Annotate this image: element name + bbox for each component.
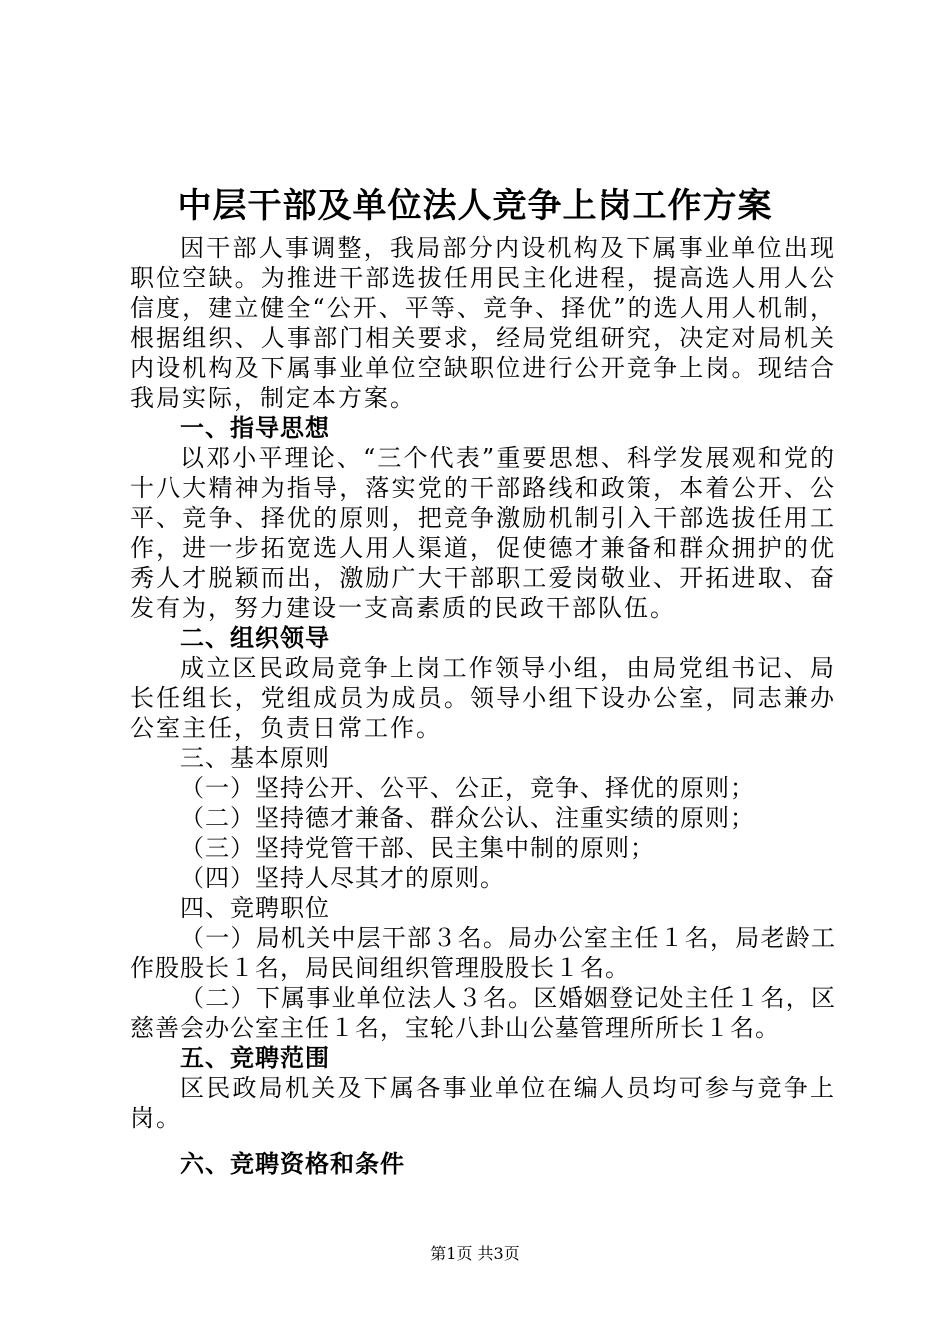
section-heading-positions: 四、竞聘职位 xyxy=(180,894,330,922)
section-heading-guiding-ideology: 一、指导思想 xyxy=(180,414,330,442)
section-text-scope: 区民政局机关及下属各事业单位在编人员均可参与竞争上岗。 xyxy=(130,1074,836,1132)
section-heading-organization: 二、组织领导 xyxy=(180,624,330,652)
section-heading-scope: 五、竞聘范围 xyxy=(180,1044,330,1072)
section-text-guiding-ideology: 以邓小平理论、“三个代表”重要思想、科学发展观和党的十八大精神为指导，落实党的干部路线和政策，本着公开、公平、竞争、择优的原则，把竞争激励机制引入干部选拔任用工作，进一步拓宽选人用人渠道，促使德才兼备和群众拥护的优秀人才脱颖而出，激励广大干部职工爱岗敬业、开拓进取、奋发有为，努力建设一支高素质的民政干部队伍。 xyxy=(130,444,836,622)
intro-paragraph: 因干部人事调整，我局部分内设机构及下属事业单位出现职位空缺。为推进干部选拔任用民主化进程，提高选人用人公信度，建立健全“公开、平等、竞争、择优”的选人用人机制，根据组织、人事部门相关要求，经局党组研究，决定对局机关内设机构及下属事业单位空缺职位进行公开竞争上岗。现结合我局实际，制定本方案。 xyxy=(130,234,836,412)
principle-item: （四）坚持人尽其才的原则。 xyxy=(180,864,505,892)
position-item xyxy=(130,923,836,983)
page-title: 中层干部及单位法人竞争上岗工作方案 xyxy=(177,186,773,226)
section-heading-principles: 三、基本原则 xyxy=(180,744,330,772)
principle-item: （三）坚持党管干部、民主集中制的原则； xyxy=(180,834,655,862)
position-item-lead: （一）局机关中层干部３名。 xyxy=(180,924,509,952)
position-item-detail: 局办公室主任１名，局老龄工作股股长１名，局民间组织管理股股长１名。 xyxy=(130,924,837,982)
principle-item: （一）坚持公开、公平、公正，竞争、择优的原则； xyxy=(180,774,755,802)
section-text-organization: 成立区民政局竞争上岗工作领导小组，由局党组书记、局长任组长，党组成员为成员。领导小组下设办公室，同志兼办公室主任，负责日常工作。 xyxy=(130,654,836,742)
position-item xyxy=(130,983,836,1043)
section-heading-qualifications: 六、竞聘资格和条件 xyxy=(180,1150,405,1178)
principle-item: （二）坚持德才兼备、群众公认、注重实绩的原则； xyxy=(180,804,755,832)
page-footer: 第1页 共3页 xyxy=(430,1244,520,1263)
document-body xyxy=(130,233,836,1179)
position-item-lead: （二）下属事业单位法人３名。 xyxy=(180,984,534,1012)
position-item-detail: 区婚姻登记处主任１名，区慈善会办公室主任１名，宝轮八卦山公墓管理所所长１名。 xyxy=(130,984,836,1042)
